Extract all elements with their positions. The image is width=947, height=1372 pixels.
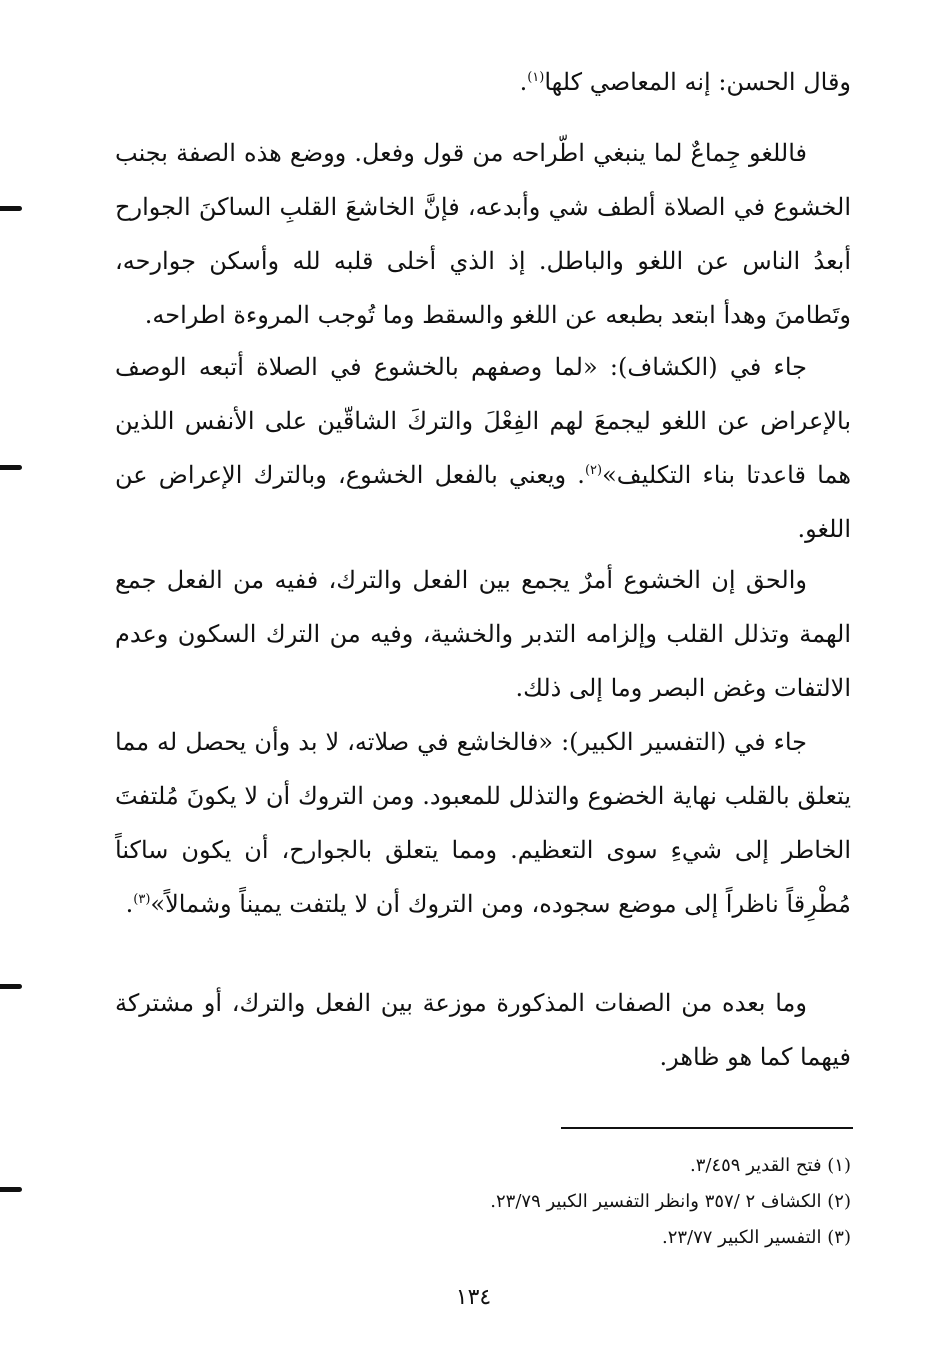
paragraph-6-block <box>115 976 851 1084</box>
paragraph-5-tail: . <box>125 890 134 918</box>
paragraph-4-block <box>115 553 851 715</box>
footnote-ref-3: (٣) <box>133 892 151 907</box>
paragraph-3-text: جاء في (الكشاف): «لما وصفهم بالخشوع في الصلاة أتبعه الوصف بالإعراض عن اللغو ليجمعَ لهم الفِعْلَ والتركَ الشاقّين على الأنفس اللذين هما قاعدتا بناء التكليف» <box>115 353 851 489</box>
scan-edge-mark <box>0 1187 22 1192</box>
footnote-ref-2: (٢) <box>584 463 603 478</box>
paragraph-1-text: وقال الحسن: إنه المعاصي كلها <box>544 68 851 96</box>
footnote-2: (٢) الكشاف ٢ /٣٥٧ وانظر التفسير الكبير ٢٣/٧٩. <box>490 1191 851 1212</box>
paragraph-5-block <box>115 715 851 931</box>
paragraph-3-block <box>115 340 851 556</box>
scan-edge-mark <box>0 206 22 211</box>
footnote-1: (١) فتح القدير ٣/٤٥٩. <box>689 1155 851 1176</box>
footnote-3: (٣) التفسير الكبير ٢٣/٧٧. <box>661 1227 851 1248</box>
paragraph-1-tail: . <box>519 68 528 96</box>
paragraph-3-tail: . ويعني بالفعل الخشوع، وبالترك الإعراض عن اللغو. <box>115 461 851 543</box>
paragraph-2-block <box>115 126 851 342</box>
footnote-separator <box>561 1127 853 1129</box>
paragraph-5-text: جاء في (التفسير الكبير): «فالخاشع في صلاته، لا بد وأن يحصل له مما يتعلق بالقلب نهاية الخضوع والتذلل للمعبود. ومن التروك أن لا يكونَ مُلتفتَ الخاطر إلى شيءِ سوى التعظيم. ومما يتعلق بالجوارح، أن يكون ساكناً مُطْرِقاً ناظراً إلى موضع سجوده، ومن التروك أن لا يلتفت يميناً وشمالاً» <box>115 728 851 918</box>
scan-edge-mark <box>0 984 22 989</box>
paragraph-3 <box>115 340 851 556</box>
paragraph-1-block <box>115 55 851 109</box>
paragraph-5 <box>115 715 851 931</box>
scan-edge-mark <box>0 465 22 470</box>
paragraph-4: والحق إن الخشوع أمرٌ يجمع بين الفعل والترك، ففيه من الفعل جمع الهمة وتذلل القلب وإلزامه التدبر والخشية، وفيه من الترك السكون وعدم الالتفات وغض البصر وما إلى ذلك. <box>115 566 851 702</box>
footnotes <box>115 1148 851 1256</box>
footnote-ref-1: (١) <box>527 70 545 85</box>
paragraph-1 <box>115 55 851 109</box>
page-number: ١٣٤ <box>455 1285 492 1310</box>
paragraph-6: وما بعده من الصفات المذكورة موزعة بين الفعل والترك، أو مشتركة فيهما كما هو ظاهر. <box>115 989 851 1071</box>
paragraph-2: فاللغو جِماعٌ لما ينبغي اطّراحه من قول وفعل. ووضع هذه الصفة بجنب الخشوع في الصلاة ألطف شي وأبدعه، فإنَّ الخاشعَ القلبِ الساكنَ الجوارح أبعدُ الناس عن اللغو والباطل. إذ الذي أخلى قلبه لله وأسكن جوارحه، وتَطامنَ وهدأ ابتعد بطبعه عن اللغو والسقط وما تُوجب المروءة اطراحه. <box>115 139 851 329</box>
